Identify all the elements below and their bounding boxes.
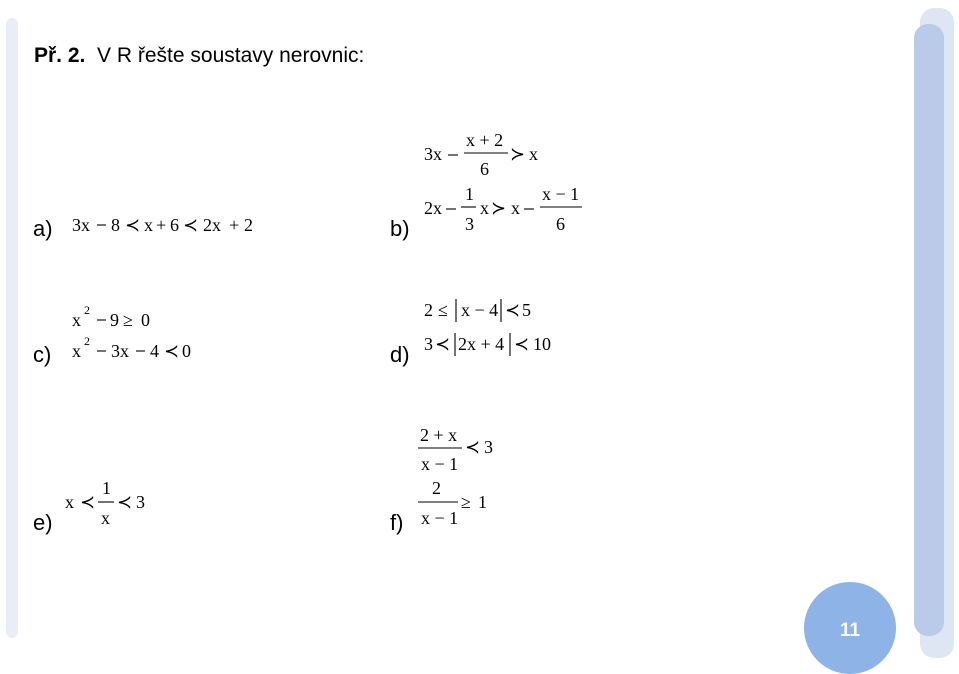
b-r2-x: x [480, 198, 489, 218]
d-r1-rel-1: ≤ [438, 300, 448, 320]
f-r1-rel: ≺ [465, 437, 481, 457]
label-f: f) [390, 510, 404, 535]
d-r1-abs: x − 4 [461, 300, 499, 320]
e-num: 1 [102, 478, 111, 498]
a-term-x: x [144, 215, 153, 235]
c-r1-rhs: 0 [141, 310, 150, 330]
d-r1-right: 5 [522, 300, 531, 320]
b-r2-den2: 6 [556, 214, 565, 234]
f-r1-rhs: 3 [484, 437, 493, 457]
d-r2-rel-1: ≺ [435, 334, 451, 354]
b-r2-left: 2x [424, 198, 442, 218]
label-d: d) [390, 342, 410, 367]
c-r2-rhs: 0 [182, 341, 191, 361]
e-x: x [65, 492, 74, 512]
exercise-a [72, 215, 253, 235]
d-r2-abs: 2x + 4 [458, 334, 505, 354]
f-r1-den: x − 1 [421, 454, 459, 474]
f-r2-den: x − 1 [421, 508, 459, 528]
a-term-6: 6 [170, 215, 179, 235]
exercise-d [424, 299, 551, 356]
b-r2-rel: ≻ [491, 198, 507, 218]
label-c: c) [33, 342, 52, 367]
title-text: V R řešte soustavy nerovnic: [97, 44, 365, 67]
exercise-b [424, 130, 582, 234]
label-e: e) [33, 510, 53, 535]
b-r1-left: 3x [424, 144, 442, 164]
b-r2-num: 1 [465, 184, 474, 204]
e-rel-2: ≺ [117, 492, 133, 512]
e-rhs: 3 [136, 492, 145, 512]
a-plus-1: + [156, 215, 167, 235]
a-plus-2: + [229, 215, 240, 235]
c-r1-rel: ≥ [123, 310, 133, 330]
e-rel-1: ≺ [80, 492, 96, 512]
title-prefix: Př. 2. [34, 44, 86, 67]
f-r2-rhs: 1 [478, 492, 487, 512]
label-a: a) [33, 216, 53, 241]
exercise-e [65, 478, 145, 528]
a-term-3x: 3x [72, 215, 90, 235]
c-r2-x: x [72, 341, 81, 361]
b-r2-num2: x − 1 [542, 184, 580, 204]
c-r2-exp: 2 [84, 334, 90, 348]
f-r2-num: 2 [432, 478, 441, 498]
f-r2-rel: ≥ [461, 492, 471, 512]
e-den: x [101, 508, 110, 528]
b-r1-den: 6 [480, 159, 489, 179]
b-r1-rel: ≻ [510, 144, 526, 164]
c-r1-9: 9 [110, 310, 119, 330]
a-rel-2: ≺ [183, 215, 199, 235]
d-r1-left: 2 [424, 300, 433, 320]
d-r1-rel-2: ≺ [505, 300, 521, 320]
a-term-2: 2 [244, 215, 253, 235]
b-r2-x2: x [511, 198, 520, 218]
c-r1-x: x [72, 310, 81, 330]
page-number: 11 [839, 620, 861, 641]
d-r2-rel-2: ≺ [514, 334, 530, 354]
f-r1-num: 2 + x [420, 425, 458, 445]
c-r2-rel: ≺ [164, 341, 180, 361]
a-term-2x: 2x [203, 215, 221, 235]
c-r2-3x: 3x [111, 341, 129, 361]
b-r1-right: x [529, 144, 538, 164]
c-r1-exp: 2 [84, 303, 90, 317]
b-r1-num: x + 2 [466, 130, 504, 150]
d-r2-left: 3 [424, 334, 433, 354]
d-r2-right: 10 [533, 334, 551, 354]
exercise-c [72, 303, 191, 361]
exercise-f [418, 425, 493, 528]
c-r2-4: 4 [150, 341, 159, 361]
label-b: b) [390, 216, 410, 241]
b-r2-den: 3 [465, 214, 474, 234]
a-term-8: 8 [111, 215, 120, 235]
a-rel-1: ≺ [125, 215, 141, 235]
